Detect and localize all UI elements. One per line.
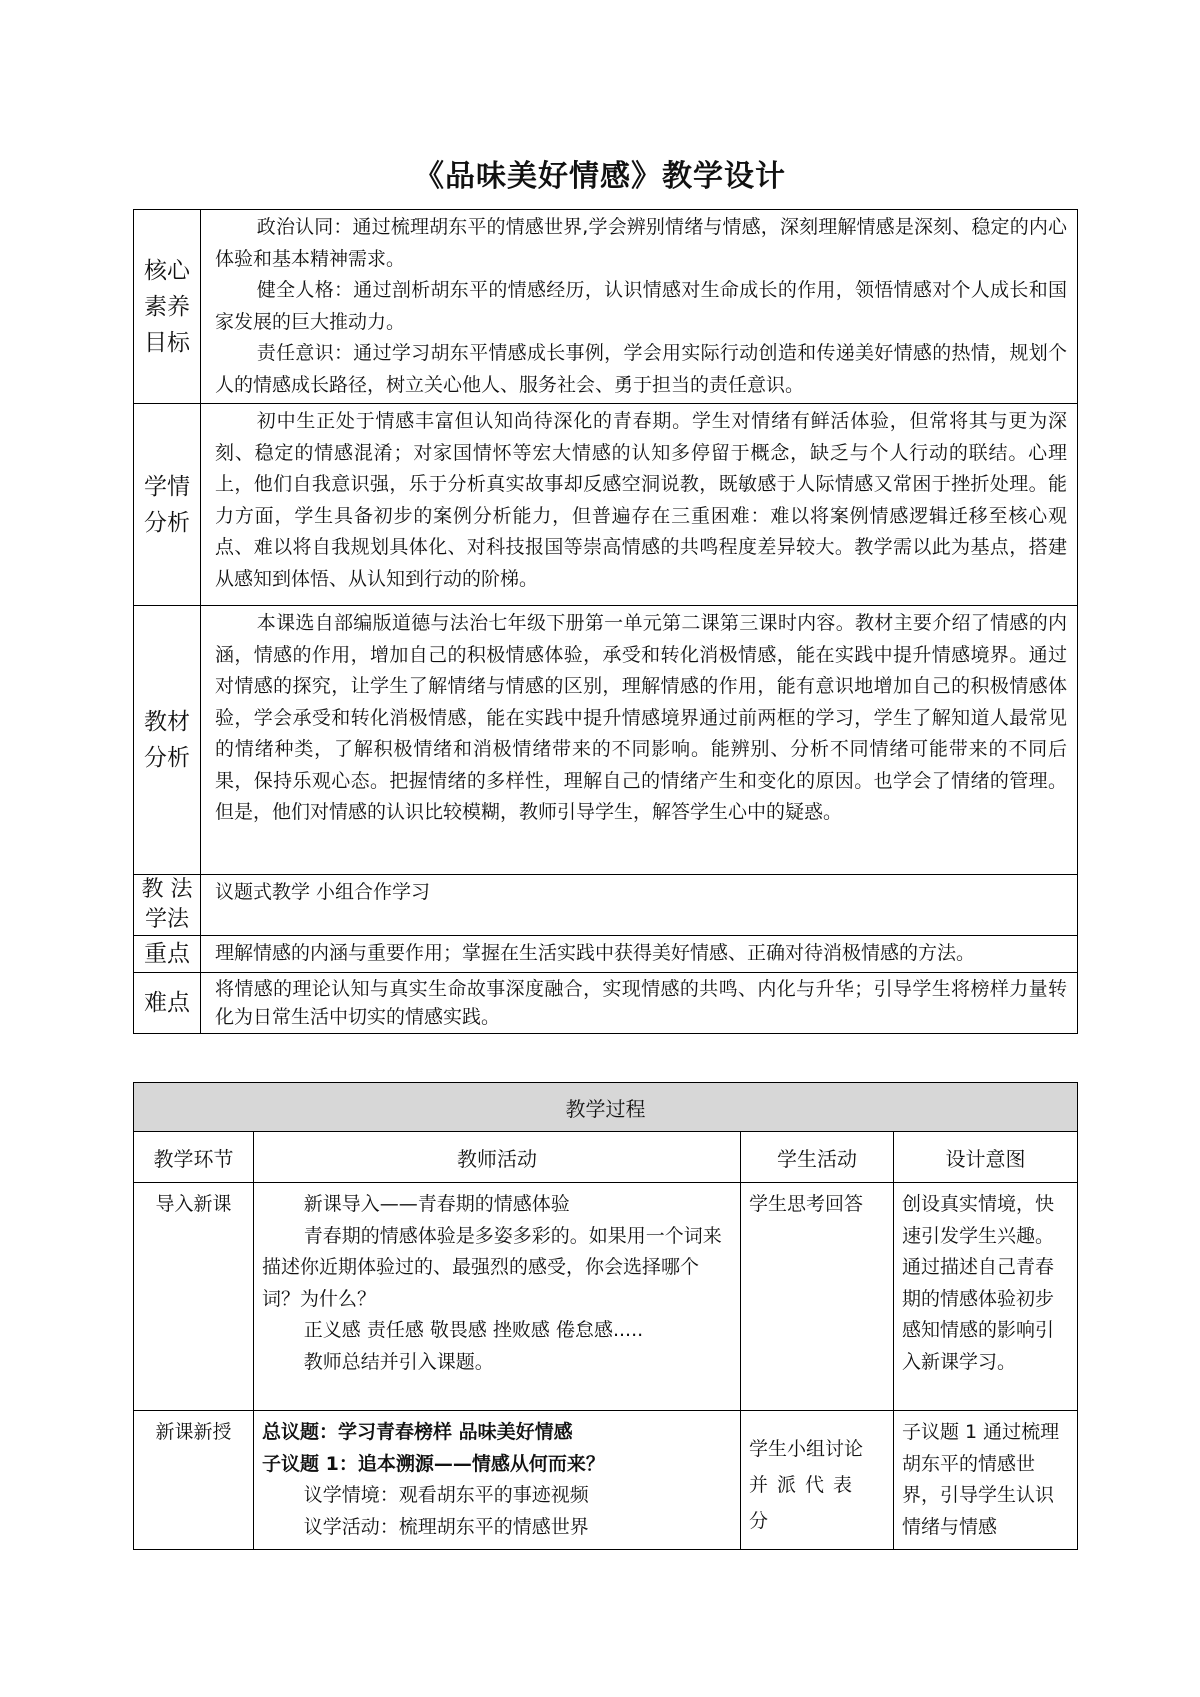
method-text: 议题式教学 小组合作学习 bbox=[215, 881, 431, 903]
plan-info-table bbox=[133, 209, 1078, 1034]
student-analysis-label-line: 学情 bbox=[144, 473, 190, 500]
process-header-row bbox=[134, 1132, 1078, 1183]
header-stage: 教学环节 bbox=[134, 1132, 254, 1183]
teaching-process-table bbox=[133, 1082, 1078, 1550]
textbook-analysis-label-line: 分析 bbox=[144, 745, 190, 771]
student-analysis-row bbox=[134, 404, 1078, 606]
header-teacher-activity: 教师活动 bbox=[254, 1132, 741, 1183]
textbook-analysis-label-line: 教材 bbox=[144, 709, 190, 735]
method-label-line: 学法 bbox=[144, 907, 189, 932]
student-analysis-content bbox=[201, 404, 1078, 606]
method-label-line: 教 法 bbox=[141, 877, 193, 902]
textbook-analysis-row bbox=[134, 606, 1078, 875]
header-student-activity: 学生活动 bbox=[741, 1132, 894, 1183]
core-goal-responsibility: 责任意识：通过学习胡东平情感成长事例，学会用实际行动创造和传递美好情感的热情，规划个人的情感成长路径，树立关心他人、服务社会、勇于担当的责任意识。 bbox=[215, 342, 1067, 396]
intro-teacher-line: 正义感 责任感 敬畏感 挫败感 倦怠感..... bbox=[303, 1319, 644, 1341]
stage-intro-name: 导入新课 bbox=[134, 1183, 254, 1411]
core-goals-row bbox=[134, 210, 1078, 404]
new-teacher-context: 议学情境：观看胡东平的事迹视频 bbox=[303, 1484, 589, 1506]
page-title: 《品味美好情感》教学设计 bbox=[414, 159, 786, 194]
difficulty-text: 将情感的理论认知与真实生命故事深度融合，实现情感的共鸣、内化与升华；引导学生将榜样力量转化为日常生活中切实的情感实践。 bbox=[215, 978, 1067, 1028]
stage-intro-intent: 创设真实情境，快速引发学生兴趣。通过描述自己青春期的情感体验初步感知情感的影响引入新课学习。 bbox=[894, 1183, 1078, 1411]
key-point-text: 理解情感的内涵与重要作用；掌握在生活实践中获得美好情感、正确对待消极情感的方法。 bbox=[215, 942, 976, 965]
stage-intro-row bbox=[134, 1183, 1078, 1411]
difficulty-content bbox=[201, 973, 1078, 1034]
core-goals-label-line: 核心 bbox=[144, 257, 190, 284]
new-student-line: 并派代表分 bbox=[749, 1474, 862, 1532]
process-title-row bbox=[134, 1083, 1078, 1132]
intro-teacher-line: 教师总结并引入课题。 bbox=[303, 1350, 494, 1373]
core-goal-political: 政治认同：通过梳理胡东平的情感世界,学会辨别情绪与情感，深刻理解情感是深刻、稳定的内心体验和基本精神需求。 bbox=[215, 216, 1067, 270]
method-content bbox=[201, 875, 1078, 936]
method-row bbox=[134, 875, 1078, 936]
stage-new-row bbox=[134, 1411, 1078, 1550]
key-point-label: 重点 bbox=[134, 936, 201, 973]
stage-new-teacher bbox=[254, 1411, 741, 1550]
stage-intro-teacher bbox=[254, 1183, 741, 1411]
stage-new-student bbox=[741, 1411, 894, 1550]
core-goals-label-line: 目标 bbox=[144, 329, 190, 356]
intro-teacher-line: 新课导入——青春期的情感体验 bbox=[303, 1193, 570, 1215]
student-analysis-label-line: 分析 bbox=[144, 509, 190, 536]
student-analysis-label bbox=[134, 404, 201, 606]
textbook-analysis-label bbox=[134, 606, 201, 875]
key-point-row bbox=[134, 936, 1078, 973]
new-teacher-activity: 议学活动：梳理胡东平的情感世界 bbox=[303, 1515, 589, 1538]
core-goals-label bbox=[134, 210, 201, 404]
method-label bbox=[134, 875, 201, 936]
student-analysis-text: 初中生正处于情感丰富但认知尚待深化的青春期。学生对情绪有鲜活体验，但常将其与更为深刻、稳定的情感混淆；对家国情怀等宏大情感的认知多停留于概念，缺乏与个人行动的联结。心理上，他们自我意识强，乐于分析真实故事却反感空洞说教，既敏感于人际情感又常困于挫折处理。能力方面，学生具备初步的案例分析能力，但普遍存在三重困难：难以将案例情感逻辑迁移至核心观点、难以将自我规划具体化、对科技报国等崇高情感的共鸣程度差异较大。教学需以此为基点，搭建从感知到体悟、从认知到行动的阶梯。 bbox=[215, 410, 1067, 590]
core-goal-personality: 健全人格：通过剖析胡东平的情感经历，认识情感对生命成长的作用，领悟情感对个人成长和国家发展的巨大推动力。 bbox=[215, 279, 1067, 333]
header-design-intent: 设计意图 bbox=[894, 1132, 1078, 1183]
new-student-line: 学生小组讨论 bbox=[749, 1438, 864, 1460]
difficulty-row bbox=[134, 973, 1078, 1034]
new-teacher-topic: 总议题：学习青春榜样 品味美好情感 bbox=[262, 1421, 573, 1443]
core-goals-label-line: 素养 bbox=[144, 293, 190, 320]
stage-new-name: 新课新授 bbox=[134, 1411, 254, 1550]
key-point-content bbox=[201, 936, 1078, 973]
difficulty-label: 难点 bbox=[134, 973, 201, 1034]
textbook-analysis-content bbox=[201, 606, 1078, 875]
stage-intro-student: 学生思考回答 bbox=[741, 1183, 894, 1411]
new-teacher-subtopic: 子议题 1：追本溯源——情感从何而来？ bbox=[262, 1452, 605, 1475]
textbook-analysis-text: 本课选自部编版道德与法治七年级下册第一单元第二课第三课时内容。教材主要介绍了情感的内涵，情感的作用，增加自己的积极情感体验，承受和转化消极情感，能在实践中提升情感境界。通过对情感的探究，让学生了解情绪与情感的区别，理解情感的作用，能有意识地增加自己的积极情感体验，学会承受和转化消极情感，能在实践中提升情感境界通过前两框的学习，学生了解知道人最常见的情绪种类，了解积极情绪和消极情绪带来的不同影响。能辨别、分析不同情绪可能带来的不同后果，保持乐观心态。把握情绪的多样性，理解自己的情绪产生和变化的原因。也学会了情绪的管理。但是，他们对情感的认识比较模糊，教师引导学生，解答学生心中的疑惑。 bbox=[215, 612, 1067, 823]
process-title: 教学过程 bbox=[134, 1083, 1078, 1132]
stage-new-intent: 子议题 1 通过梳理胡东平的情感世界，引导学生认识情绪与情感 bbox=[894, 1411, 1078, 1550]
intro-teacher-line: 青春期的情感体验是多姿多彩的。如果用一个词来描述你近期体验过的、最强烈的感受，你会选择哪个词？为什么？ bbox=[262, 1224, 722, 1310]
core-goals-content bbox=[201, 210, 1078, 404]
